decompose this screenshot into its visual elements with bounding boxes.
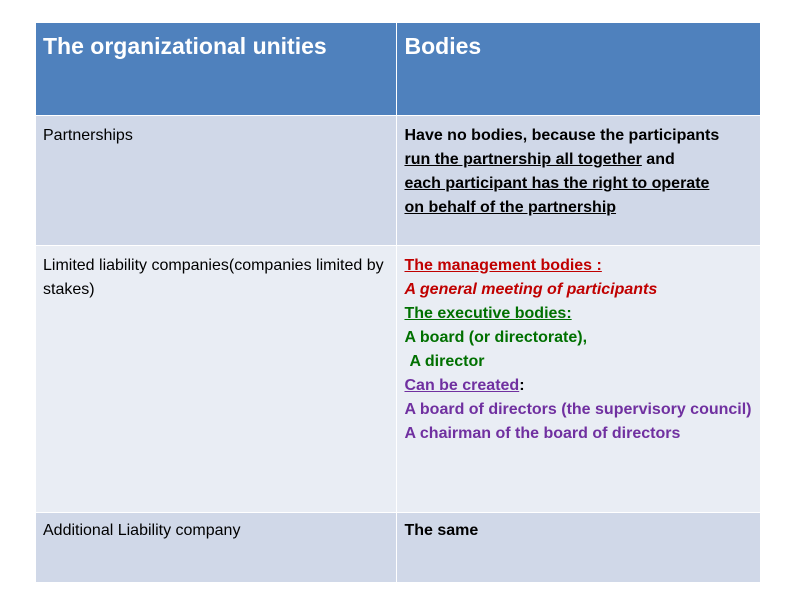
optional-bodies-heading: Can be created xyxy=(404,377,520,394)
executive-bodies-heading: The executive bodies: xyxy=(404,305,572,322)
partnership-bodies-line-1: Have no bodies, because the participants xyxy=(404,127,720,144)
header-organizational-unities: The organizational unities xyxy=(36,23,397,116)
bodies-cell-partnerships xyxy=(397,116,761,246)
organizational-bodies-table xyxy=(35,22,761,583)
unit-cell-partnerships: Partnerships xyxy=(36,116,397,246)
table-header-row xyxy=(36,23,761,116)
partnership-bodies-and: and xyxy=(641,151,675,168)
unit-cell-llc: Limited liability companies(companies limited by stakes) xyxy=(36,246,397,513)
header-bodies: Bodies xyxy=(397,23,761,116)
management-bodies-heading: The management bodies : xyxy=(404,257,602,274)
optional-bodies-item-board-of-directors: A board of directors (the supervisory council) xyxy=(404,401,752,418)
table-row-additional-liability xyxy=(36,513,761,583)
table-row-partnerships xyxy=(36,116,761,246)
table-row-llc xyxy=(36,246,761,513)
executive-bodies-item-director: A director xyxy=(409,353,485,370)
bodies-cell-llc xyxy=(397,246,761,513)
bodies-cell-additional-liability: The same xyxy=(397,513,761,583)
optional-bodies-item-chairman: A chairman of the board of directors xyxy=(404,425,681,442)
partnership-bodies-underlined: run the partnership all together xyxy=(404,151,642,168)
management-bodies-item: A general meeting of participants xyxy=(404,281,658,298)
partnership-bodies-line-4: on behalf of the partnership xyxy=(404,199,617,216)
optional-bodies-heading-line xyxy=(404,374,753,398)
partnership-bodies-line-3: each participant has the right to operate xyxy=(404,175,710,192)
unit-cell-additional-liability: Additional Liability company xyxy=(36,513,397,583)
optional-bodies-colon: : xyxy=(519,377,525,394)
partnership-bodies-line-2 xyxy=(404,148,753,172)
executive-bodies-item-board: A board (or directorate), xyxy=(404,329,588,346)
